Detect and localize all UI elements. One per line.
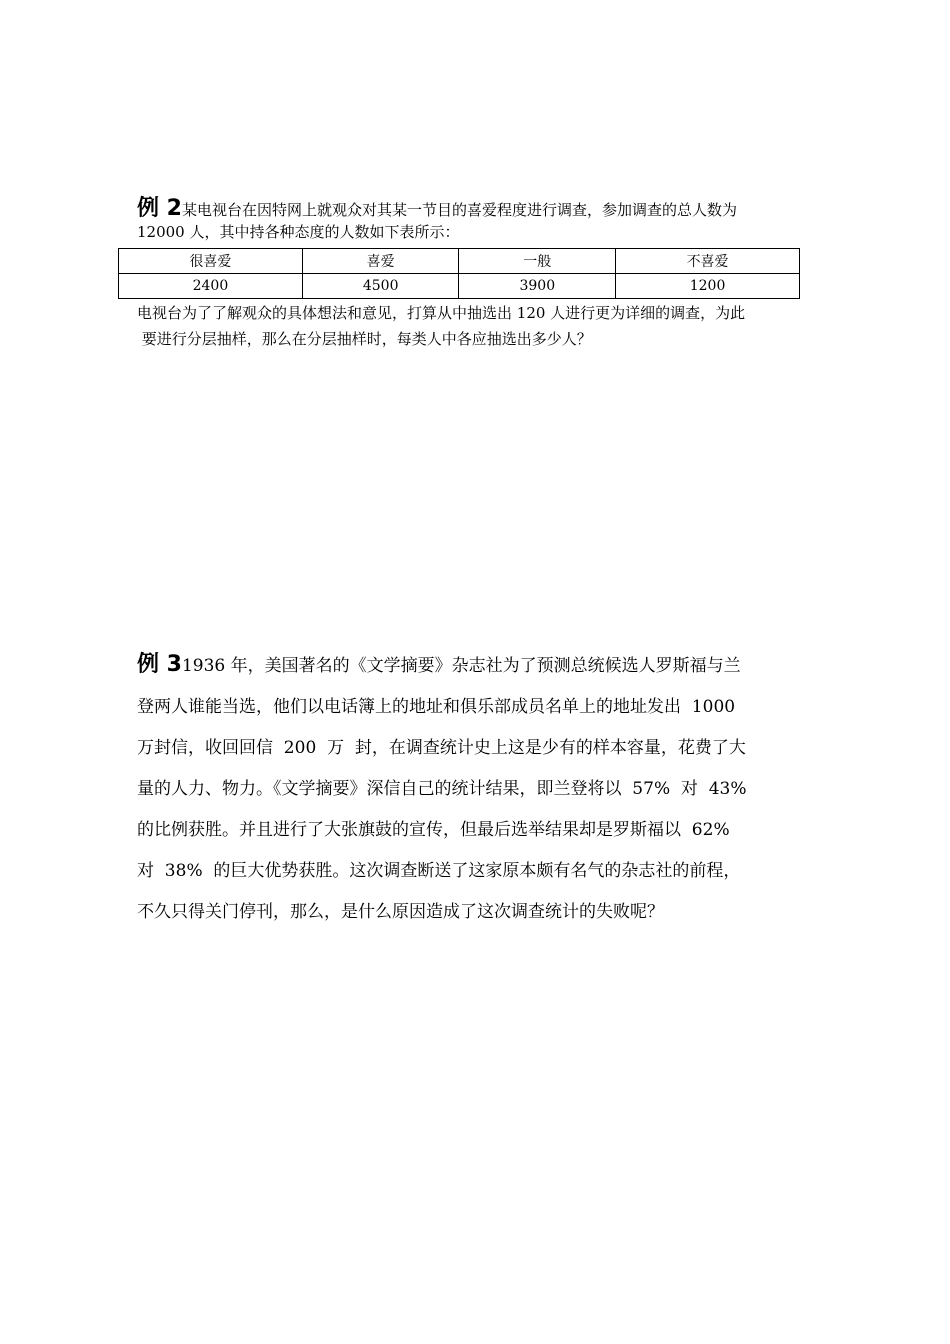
survey-table [118, 248, 800, 299]
survey-header-cell: 喜爱 [302, 249, 459, 274]
survey-header-cell: 一般 [459, 249, 616, 274]
survey-table-header-row [119, 249, 800, 274]
example-2-question-line-2: 要进行分层抽样，那么在分层抽样时，每类人中各应抽选出多少人？ [137, 330, 592, 348]
example-3-line: 对 38% 的巨大优势获胜。这次调查断送了这家原本颇有名气的杂志社的前程， [137, 861, 741, 881]
survey-header-cell: 不喜爱 [616, 249, 800, 274]
survey-value-cell: 1200 [616, 274, 800, 299]
example-3-line: 不久只得关门停刊，那么，是什么原因造成了这次调查统计的失败呢？ [137, 902, 664, 922]
example-3-line [137, 644, 827, 687]
example-2-intro-line-1 [137, 198, 819, 221]
survey-table-value-row [119, 274, 800, 299]
example-2-label: 例 2 [137, 196, 182, 221]
example-3-line: 量的人力、物力。《文学摘要》深信自己的统计结果，即兰登将以 57% 对 43% [137, 779, 747, 799]
example-3-label: 例 3 [137, 652, 182, 677]
example-2-question [137, 300, 827, 352]
example-3-body [137, 644, 827, 933]
example-2-intro [137, 198, 819, 243]
example-2-intro-text-1: 某电视台在因特网上就观众对其某一节目的喜爱程度进行调查，参加调查的总人数为 [181, 201, 737, 219]
survey-value-cell: 3900 [459, 274, 616, 299]
survey-value-cell: 2400 [119, 274, 303, 299]
example-2-question-line-1: 电视台为了了解观众的具体想法和意见，打算从中抽选出 120 人进行更为详细的调查，为此 [137, 304, 746, 322]
example-3-line: 登两人谁能当选，他们以电话簿上的地址和俱乐部成员名单上的地址发出 1000 [137, 697, 736, 717]
example-3-line: 的比例获胜。并且进行了大张旗鼓的宣传，但最后选举结果却是罗斯福以 62% [137, 820, 730, 840]
survey-value-cell: 4500 [302, 274, 459, 299]
survey-header-cell: 很喜爱 [119, 249, 303, 274]
example-2-intro-line-2: 12000 人，其中持各种态度的人数如下表所示： [137, 223, 460, 241]
example-3-line-text: 1936 年，美国著名的《文学摘要》杂志社为了预测总统候选人罗斯福与兰 [181, 656, 741, 676]
example-3-line: 万封信，收回回信 200 万 封，在调查统计史上这是少有的样本容量，花费了大 [137, 738, 746, 758]
